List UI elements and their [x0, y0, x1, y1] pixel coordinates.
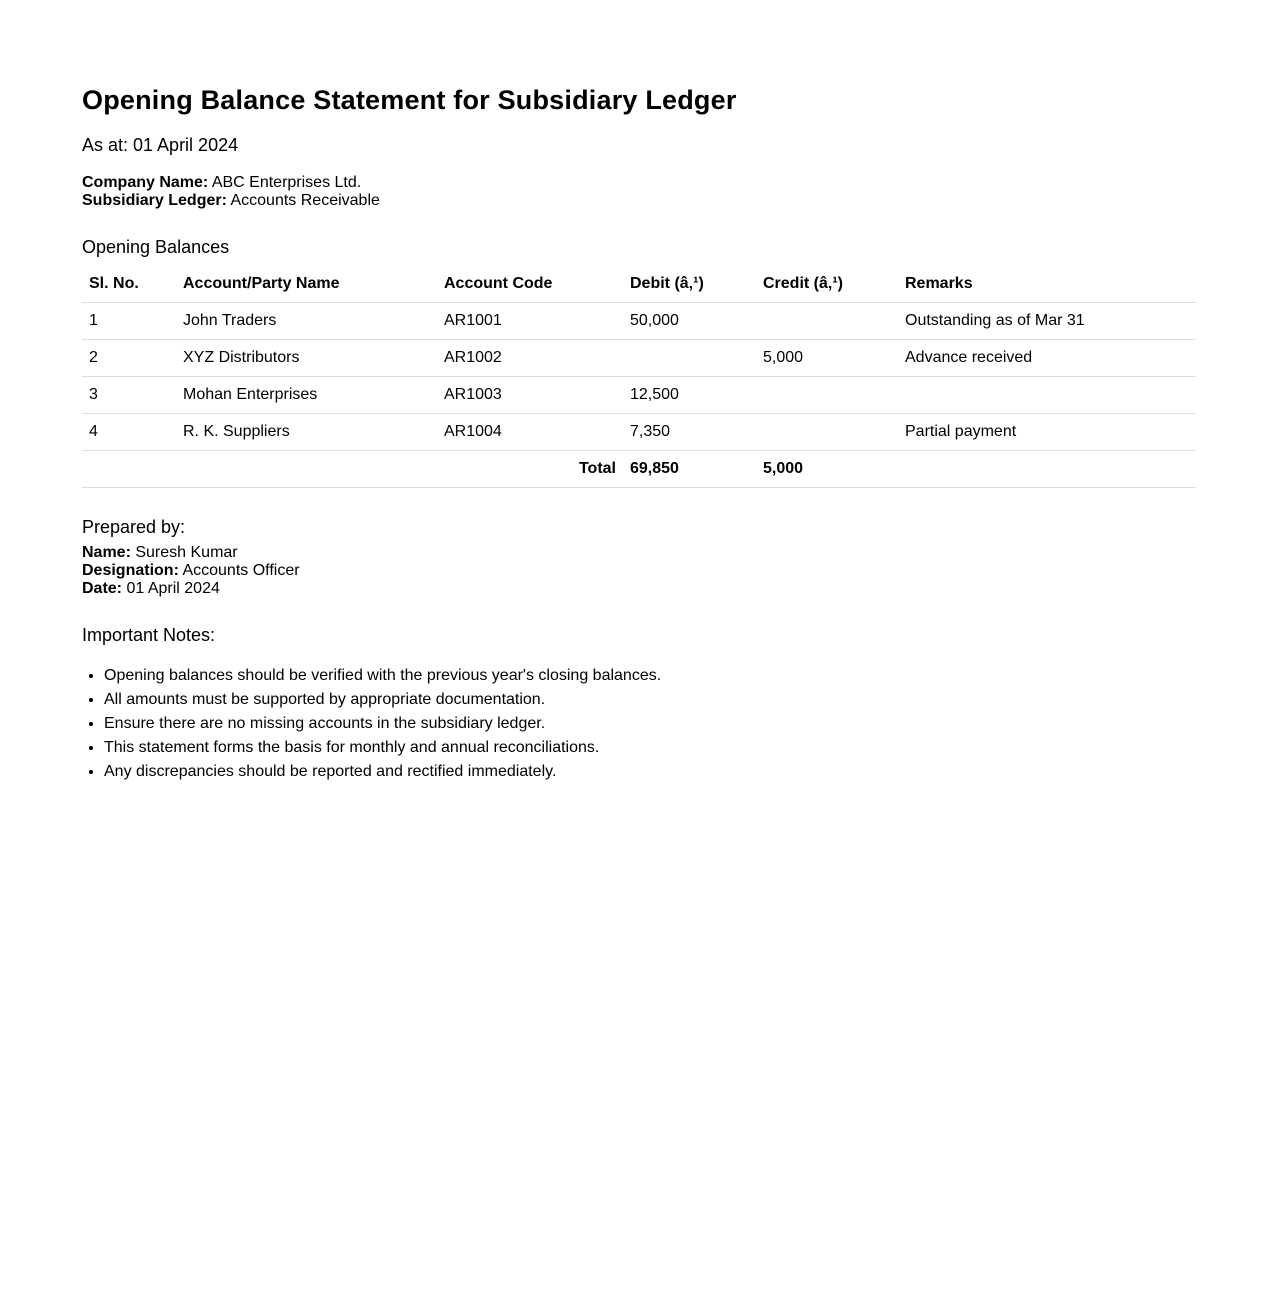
important-notes-heading: Important Notes:	[82, 625, 216, 645]
preparer-designation-label: Designation:	[82, 562, 179, 579]
list-item: • Ensure there are no missing accounts in the subsidiary ledger.	[104, 712, 1196, 736]
total-debit: 69,850	[623, 451, 756, 488]
total-credit: 5,000	[756, 451, 898, 488]
cell-debit: 50,000	[623, 303, 756, 340]
opening-balances-heading: Opening Balances	[82, 237, 230, 257]
cell-debit	[623, 340, 756, 377]
table-row	[82, 340, 1196, 377]
header-account-code: Account Code	[437, 266, 623, 303]
cell-debit: 12,500	[623, 377, 756, 414]
preparer-date-label: Date:	[82, 580, 123, 597]
cell-account-name: XYZ Distributors	[176, 340, 437, 377]
header-debit: Debit (â‚¹)	[623, 266, 756, 303]
preparer-date-row	[82, 580, 1196, 598]
cell-credit	[756, 377, 898, 414]
cell-remarks: Outstanding as of Mar 31	[898, 303, 1196, 340]
subsidiary-ledger-row	[82, 192, 1196, 210]
as-at-date: As at: 01 April 2024	[82, 135, 239, 155]
list-item: • Opening balances should be verified with the previous year's closing balances.	[104, 664, 1196, 688]
cell-debit: 7,350	[623, 414, 756, 451]
company-name-row	[82, 174, 1196, 192]
cell-remarks: Advance received	[898, 340, 1196, 377]
header-sl-no: Sl. No.	[82, 266, 176, 303]
preparer-name-value: Suresh Kumar	[135, 544, 238, 561]
table-row	[82, 414, 1196, 451]
preparer-name-label: Name:	[82, 544, 131, 561]
preparer-name-row	[82, 544, 1196, 562]
cell-credit	[756, 414, 898, 451]
header-remarks: Remarks	[898, 266, 1196, 303]
cell-account-code: AR1001	[437, 303, 623, 340]
cell-sl-no: 4	[82, 414, 176, 451]
cell-remarks	[898, 377, 1196, 414]
prepared-by-details	[82, 544, 1196, 598]
cell-remarks: Partial payment	[898, 414, 1196, 451]
preparer-date-value: 01 April 2024	[126, 580, 220, 597]
list-item: • Any discrepancies should be reported and rectified immediately.	[104, 760, 1196, 784]
page-title: Opening Balance Statement for Subsidiary Ledger	[82, 85, 737, 115]
company-name-label: Company Name:	[82, 174, 209, 191]
company-details	[82, 174, 1196, 210]
table-header-row	[82, 266, 1196, 303]
list-item: • All amounts must be supported by appropriate documentation.	[104, 688, 1196, 712]
total-row	[82, 451, 1196, 488]
cell-account-code: AR1004	[437, 414, 623, 451]
subsidiary-ledger-label: Subsidiary Ledger:	[82, 192, 227, 209]
cell-account-name: Mohan Enterprises	[176, 377, 437, 414]
cell-sl-no: 2	[82, 340, 176, 377]
company-name-value: ABC Enterprises Ltd.	[211, 174, 362, 191]
table-row	[82, 303, 1196, 340]
cell-credit: 5,000	[756, 340, 898, 377]
prepared-by-heading: Prepared by:	[82, 517, 186, 537]
important-notes-list	[82, 664, 1196, 784]
cell-sl-no: 3	[82, 377, 176, 414]
list-item: • This statement forms the basis for monthly and annual reconciliations.	[104, 736, 1196, 760]
table-row	[82, 377, 1196, 414]
header-account-name: Account/Party Name	[176, 266, 437, 303]
preparer-designation-value: Accounts Officer	[182, 562, 300, 579]
cell-sl-no: 1	[82, 303, 176, 340]
subsidiary-ledger-value: Accounts Receivable	[230, 192, 380, 209]
cell-account-name: R. K. Suppliers	[176, 414, 437, 451]
total-label: Total	[82, 451, 623, 488]
cell-account-code: AR1002	[437, 340, 623, 377]
opening-balances-table	[82, 266, 1196, 488]
total-remarks-empty	[898, 451, 1196, 488]
preparer-designation-row	[82, 562, 1196, 580]
cell-account-code: AR1003	[437, 377, 623, 414]
header-credit: Credit (â‚¹)	[756, 266, 898, 303]
cell-account-name: John Traders	[176, 303, 437, 340]
cell-credit	[756, 303, 898, 340]
